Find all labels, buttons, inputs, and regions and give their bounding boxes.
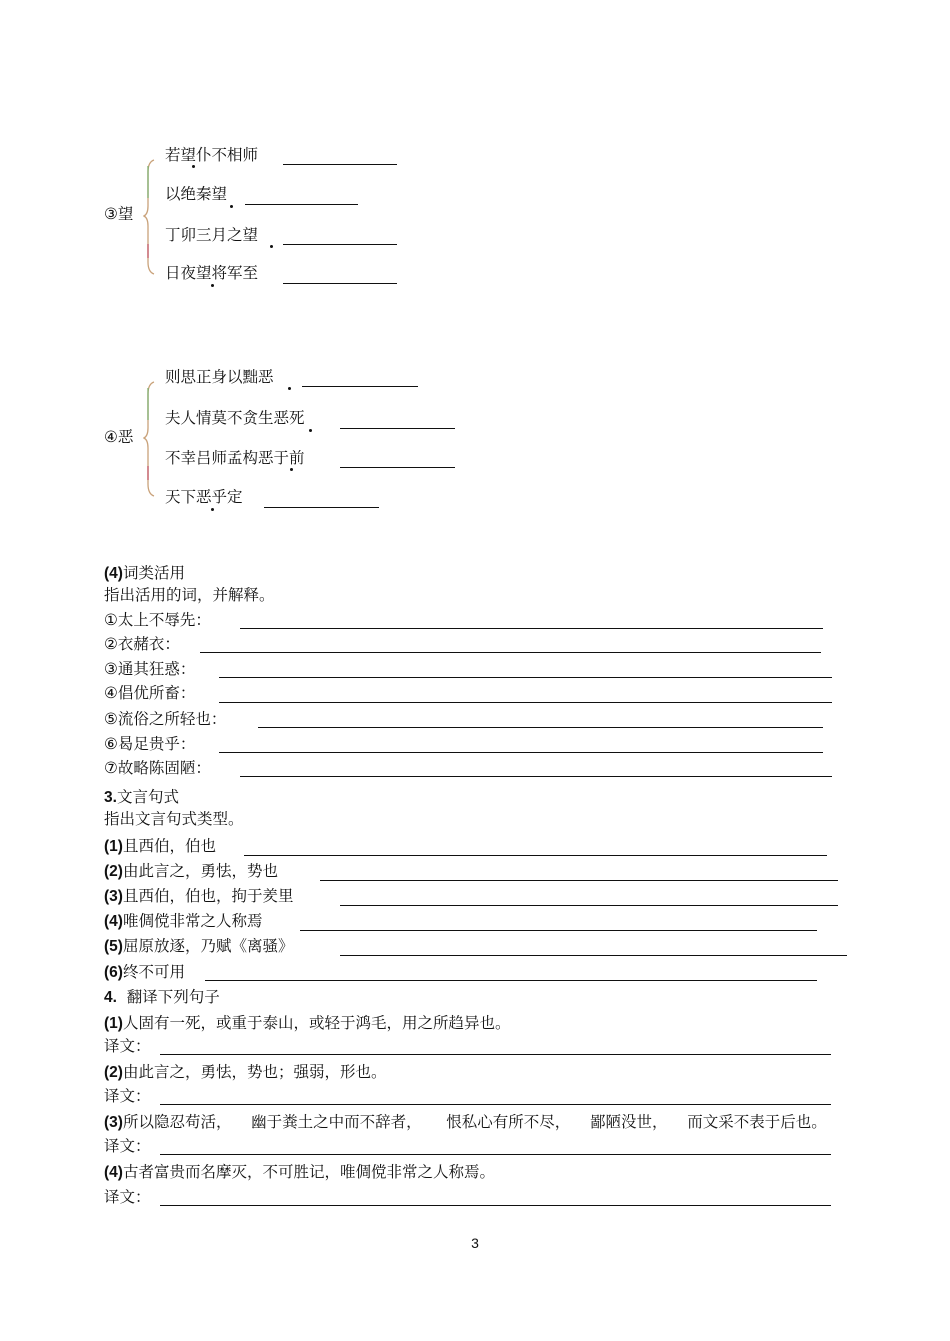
answer-blank[interactable] bbox=[340, 905, 838, 906]
item-text: 终不可用 bbox=[122, 963, 185, 981]
section-heading bbox=[104, 787, 179, 808]
answer-blank[interactable] bbox=[283, 244, 397, 245]
translation-label: 译文： bbox=[104, 1037, 151, 1055]
answer-blank[interactable] bbox=[320, 880, 838, 881]
emphasis-dot bbox=[290, 468, 293, 471]
section-number: 4. bbox=[104, 989, 117, 1006]
section-instruction: 指出活用的词，并解释。 bbox=[104, 586, 275, 604]
e-item-1: 则思正身以黜恶 bbox=[165, 368, 274, 386]
emphasis-dot bbox=[211, 284, 214, 287]
wang-label: ③望 bbox=[104, 205, 134, 223]
question-item: ③通其狂惑： bbox=[104, 660, 196, 678]
item-text: 唯倜傥非常之人称焉 bbox=[122, 912, 263, 930]
sentence-item bbox=[104, 1062, 386, 1083]
section-title: 翻译下列句子 bbox=[126, 988, 220, 1006]
item-number: (1) bbox=[104, 838, 123, 855]
wang-item-1: 若望仆不相师 bbox=[165, 146, 259, 164]
question-item bbox=[104, 836, 216, 857]
question-item: ⑦故略陈固陋： bbox=[104, 759, 211, 777]
translation-blank[interactable] bbox=[160, 1205, 831, 1206]
sentence-item bbox=[104, 1162, 495, 1183]
answer-blank[interactable] bbox=[240, 628, 823, 629]
question-item: ⑤流俗之所轻也： bbox=[104, 710, 227, 728]
emphasis-dot bbox=[309, 429, 312, 432]
answer-blank[interactable] bbox=[244, 855, 827, 856]
answer-blank[interactable] bbox=[219, 752, 823, 753]
item-number: (4) bbox=[104, 1164, 123, 1181]
answer-blank[interactable] bbox=[240, 776, 832, 777]
answer-blank[interactable] bbox=[302, 386, 418, 387]
item-number: (1) bbox=[104, 1015, 123, 1032]
item-number: (2) bbox=[104, 1064, 123, 1081]
translation-blank[interactable] bbox=[160, 1154, 831, 1155]
wang-item-4: 日夜望将军至 bbox=[165, 264, 259, 282]
translation-label: 译文： bbox=[104, 1137, 151, 1155]
answer-blank[interactable] bbox=[219, 702, 832, 703]
question-item bbox=[104, 962, 185, 983]
emphasis-dot bbox=[230, 205, 233, 208]
e-brace bbox=[143, 380, 155, 498]
item-text: 由此言之，勇怯，势也 bbox=[122, 862, 278, 880]
emphasis-dot bbox=[192, 165, 195, 168]
emphasis-dot bbox=[211, 508, 214, 511]
e-item-2: 夫人情莫不贪生恶死 bbox=[165, 409, 305, 427]
answer-blank[interactable] bbox=[245, 204, 358, 205]
item-text: 且西伯，伯也，拘于羑里 bbox=[122, 887, 294, 905]
question-item: ④倡优所畜： bbox=[104, 684, 196, 702]
e-item-3: 不幸吕师孟构恶于前 bbox=[165, 449, 305, 467]
answer-blank[interactable] bbox=[340, 955, 847, 956]
section-heading bbox=[104, 987, 220, 1008]
answer-blank[interactable] bbox=[283, 164, 397, 165]
section-title: 词类活用 bbox=[122, 564, 185, 582]
question-item bbox=[104, 936, 293, 957]
section-number: (4) bbox=[104, 565, 123, 582]
question-item bbox=[104, 861, 278, 882]
wang-brace bbox=[143, 158, 155, 276]
page-number: 3 bbox=[471, 1235, 479, 1251]
question-item bbox=[104, 886, 293, 907]
item-text: 人固有一死，或重于泰山，或轻于鸿毛，用之所趋异也。 bbox=[122, 1014, 511, 1032]
item-text: 屈原放逐，乃赋《离骚》 bbox=[122, 937, 294, 955]
question-item: ①太上不辱先： bbox=[104, 611, 211, 629]
item-text: 所以隐忍苟活， 幽于粪土之中而不辞者， 恨私心有所不尽， 鄙陋没世， 而文采不表于后也。 bbox=[122, 1113, 827, 1131]
wang-item-2: 以绝秦望 bbox=[165, 185, 228, 203]
emphasis-dot bbox=[288, 387, 291, 390]
item-number: (6) bbox=[104, 964, 123, 981]
question-item: ②衣赭衣： bbox=[104, 635, 180, 653]
answer-blank[interactable] bbox=[300, 930, 817, 931]
item-number: (5) bbox=[104, 938, 123, 955]
item-text: 且西伯，伯也 bbox=[122, 837, 216, 855]
item-text: 由此言之，勇怯，势也；强弱，形也。 bbox=[122, 1063, 387, 1081]
item-number: (3) bbox=[104, 1114, 123, 1131]
answer-blank[interactable] bbox=[219, 677, 832, 678]
answer-blank[interactable] bbox=[283, 283, 397, 284]
sentence-item bbox=[104, 1013, 510, 1034]
question-item: ⑥曷足贵乎： bbox=[104, 735, 196, 753]
translation-blank[interactable] bbox=[160, 1104, 831, 1105]
e-label: ④恶 bbox=[104, 428, 134, 446]
sentence-item bbox=[104, 1112, 827, 1133]
answer-blank[interactable] bbox=[340, 467, 455, 468]
section-number: 3. bbox=[104, 789, 117, 806]
e-item-4: 天下恶乎定 bbox=[165, 488, 243, 506]
answer-blank[interactable] bbox=[205, 980, 817, 981]
section-heading bbox=[104, 563, 185, 584]
item-number: (2) bbox=[104, 863, 123, 880]
item-text: 古者富贵而名摩灭，不可胜记，唯倜傥非常之人称焉。 bbox=[122, 1163, 495, 1181]
question-item bbox=[104, 911, 262, 932]
emphasis-dot bbox=[270, 245, 273, 248]
answer-blank[interactable] bbox=[200, 652, 821, 653]
section-instruction: 指出文言句式类型。 bbox=[104, 810, 244, 828]
item-number: (3) bbox=[104, 888, 123, 905]
item-number: (4) bbox=[104, 913, 123, 930]
section-title: 文言句式 bbox=[116, 788, 179, 806]
translation-blank[interactable] bbox=[160, 1054, 831, 1055]
translation-label: 译文： bbox=[104, 1188, 151, 1206]
answer-blank[interactable] bbox=[340, 428, 455, 429]
answer-blank[interactable] bbox=[258, 727, 823, 728]
wang-item-3: 丁卯三月之望 bbox=[165, 226, 259, 244]
answer-blank[interactable] bbox=[264, 507, 379, 508]
translation-label: 译文： bbox=[104, 1087, 151, 1105]
